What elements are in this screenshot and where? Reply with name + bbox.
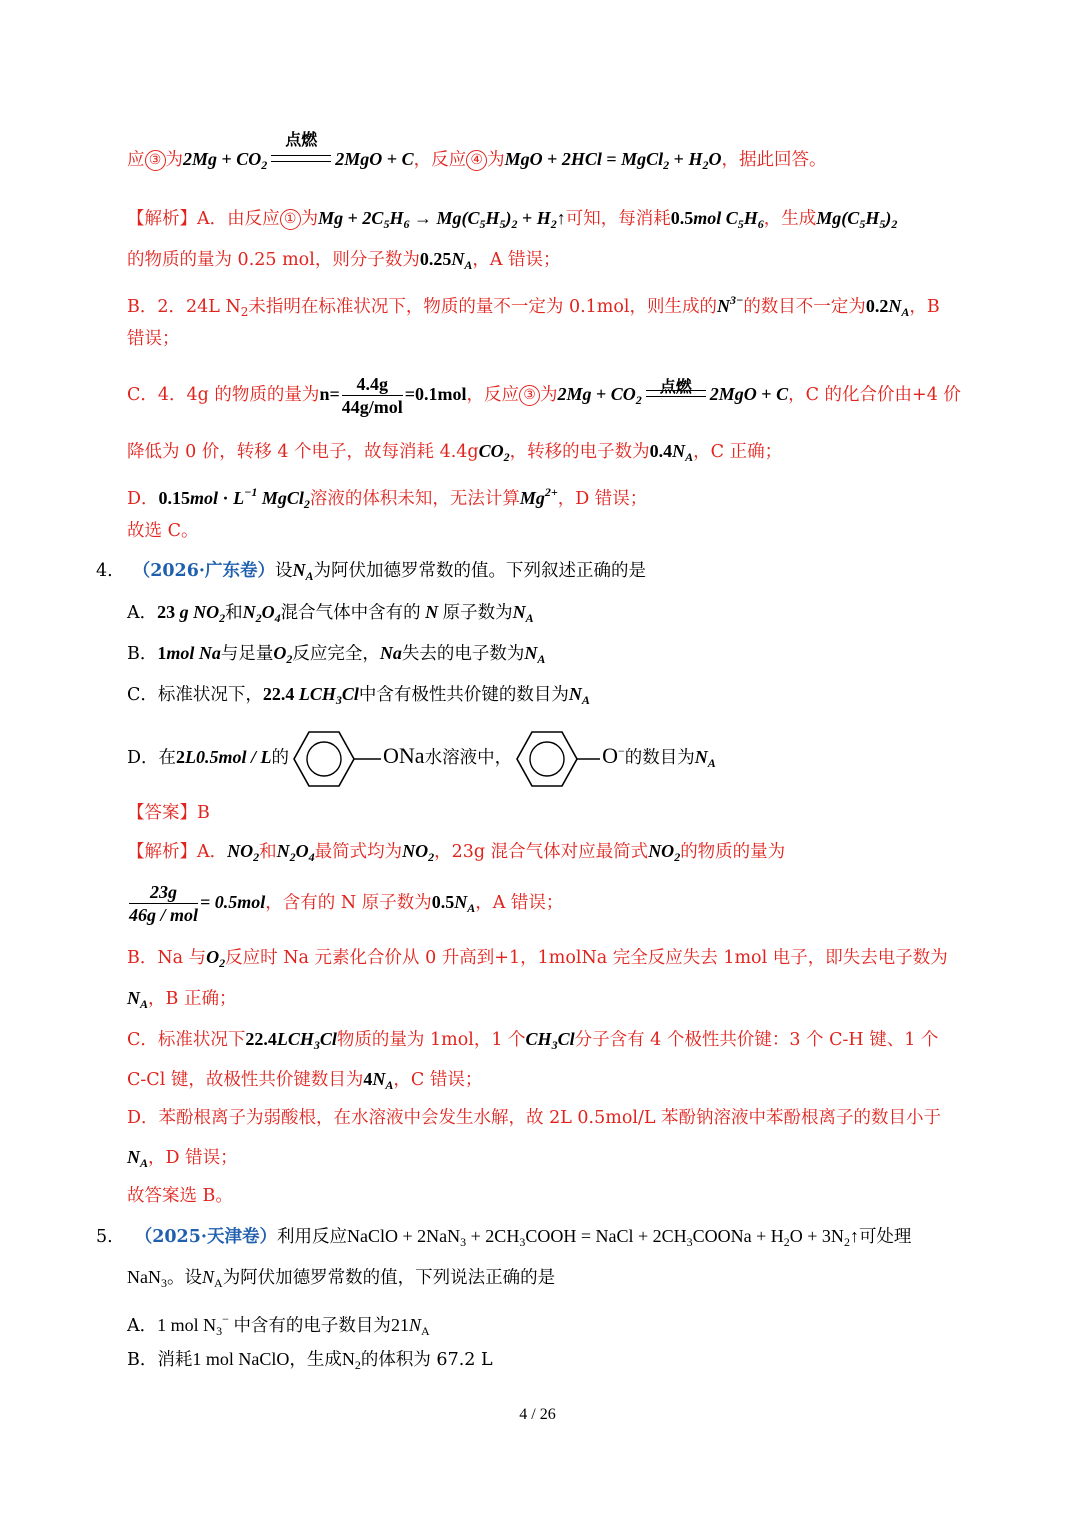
- explanation-line: 故选 C。: [127, 521, 199, 541]
- question-4: 4. （2026·广东卷）设$N_A$为阿伏加德罗常数的值。下列叙述正确的是: [96, 560, 647, 583]
- explanation-line: B．2．24L $N_2$未指明在标准状况下，物质的量不一定为 0.1mol，则生成的$N^{3-}$的数目不一定为$0.2N_A$，B: [127, 293, 940, 319]
- option-c: C．标准状况下，22.4 $LCH_3Cl$中含有极性共价键的数目为$N_A$: [127, 684, 590, 707]
- explanation-line: 降低为 0 价，转移 4 个电子，故每消耗 4.4gCO$_2$，转移的电子数为$0.4N_A$，C 正确；: [127, 441, 783, 464]
- circled-number-3: ③: [145, 150, 166, 171]
- equation-mg-co2: $2Mg + CO_2$ 点燃 2MgO + C: [183, 130, 414, 172]
- explanation-line: 应 ③ 为$2Mg + CO_2$ 点燃 2MgO + C，反应 ④ 为MgO + 2HCl = MgCl$_2$ + $H_2O$，据此回答。: [127, 130, 827, 172]
- explanation-line: 的物质的量为 0.25 mol，则分子数为$0.25N_A$，A 错误；: [127, 249, 561, 272]
- explanation-line: $\frac{23g}{\text{46g / mol}}$ = 0.5mol，含有的 N 原子数为$0.5N_A$，A 错误；: [129, 882, 564, 925]
- question-5-cont: NaN$_3$。设$N_A$为阿伏加德罗常数的值，下列说法正确的是: [127, 1267, 556, 1290]
- circled-number-1: ①: [280, 209, 301, 230]
- circled-number-4: ④: [466, 150, 487, 171]
- explanation-line: 【解析】A．由反应 ① 为$Mg + 2C_5H_6 \to Mg(C_5H_5)_2$ + $H_2↑$可知，每消耗0.5mol $C_5H_6$，生成$Mg(C_5H_5)_2$: [127, 208, 898, 231]
- option-b: B．1mol Na与足量$O_2$反应完全，Na失去的电子数为$N_A$: [127, 643, 546, 666]
- equation-nano: NaClO + $2NaN_3 + 2CH_3COOH$ = NaCl + $2CH_3COONa + H_2O$ + $3N_2↑$: [347, 1226, 859, 1249]
- explanation-line: B．Na 与$O_2$反应时 Na 元素化合价从 0 升高到+1，1molNa 完全反应失去 1mol 电子，即失去电子数为: [127, 947, 948, 970]
- answer-line: 【答案】B: [127, 803, 210, 823]
- page-number: 4 / 26: [519, 1406, 556, 1423]
- ignite-condition: 点燃: [642, 382, 710, 402]
- option-d: D．在2L0.5mol / L的 ONa水溶液中， O−的数目为$N_A$: [127, 718, 716, 796]
- ignite-condition: 点燃: [267, 147, 335, 167]
- explanation-line: C-Cl 键，故极性共价键数目为$4N_A$，C 错误；: [127, 1069, 483, 1092]
- molar-formula: n= $\frac{4.4g}{\text{44g/mol}}$ =0.1mol: [319, 374, 467, 417]
- question-source: （2025·天津卷）: [134, 1227, 278, 1247]
- explanation-line: 【解析】A．$NO_2$和$N_2O_4$最简式均为$NO_2$，23g 混合气体对应最简式$NO_2$的物质的量为: [127, 841, 786, 864]
- explanation-line: D．$0.15mol \cdot L^{-1}$ MgCl$_2$溶液的体积未知，无法计算$Mg^{2+}$，D 错误；: [127, 485, 648, 511]
- explanation-line: D．苯酚根离子为弱酸根，在水溶液中会发生水解，故 2L 0.5mol/L 苯酚钠溶液中苯酚根离子的数目小于: [127, 1108, 942, 1128]
- explanation-line: C．标准状况下$22.4LCH_3Cl$物质的量为 1mol，1 个$CH_3Cl$分子含有 4 个极性共价键：3 个 C-H 键、1 个: [127, 1029, 939, 1052]
- benzene-ring-icon: [512, 728, 602, 790]
- circled-number-3: ③: [519, 385, 540, 406]
- equation-mgo-hcl: MgO + 2HCl = MgCl$_2$ + $H_2O$: [504, 149, 722, 172]
- molar-formula: $\frac{23g}{\text{46g / mol}}$ = 0.5mol: [129, 882, 266, 925]
- explanation-line: C．4．4g 的物质的量为n= $\frac{4.4g}{\text{44g/mol}}$ =0.1mol，反应 ③ 为$2Mg + CO_2$ 点燃 2MgO + C，C 的化合价由+4 价: [127, 374, 961, 417]
- option-a: A．1 mol $N_3^-$ 中含有的电子数目为$21N_A$: [127, 1312, 430, 1338]
- option-a: A．23 g $NO_2$和$N_2O_4$混合气体中含有的 N 原子数为$N_A$: [127, 602, 534, 625]
- question-5: 5. （2025·天津卷）利用反应NaClO + $2NaN_3 + 2CH_3COOH$ = NaCl + $2CH_3COONa + H_2O$ + $3N_2↑$可处理: [96, 1226, 912, 1249]
- explanation-line: 故答案选 B。: [127, 1186, 233, 1206]
- explanation-line: $N_A$，D 错误；: [127, 1147, 238, 1170]
- question-source: （2026·广东卷）: [132, 561, 276, 581]
- benzene-ring-icon: [289, 728, 383, 790]
- explanation-line: 错误；: [127, 329, 180, 349]
- explanation-line: $N_A$，B 正确；: [127, 988, 237, 1011]
- option-b: B．消耗1 mol NaClO，生成$N_2$的体积为 67.2 L: [127, 1349, 493, 1372]
- equation-mg-c5h6: $Mg + 2C_5H_6 \to Mg(C_5H_5)_2$ + $H_2↑$: [318, 208, 566, 231]
